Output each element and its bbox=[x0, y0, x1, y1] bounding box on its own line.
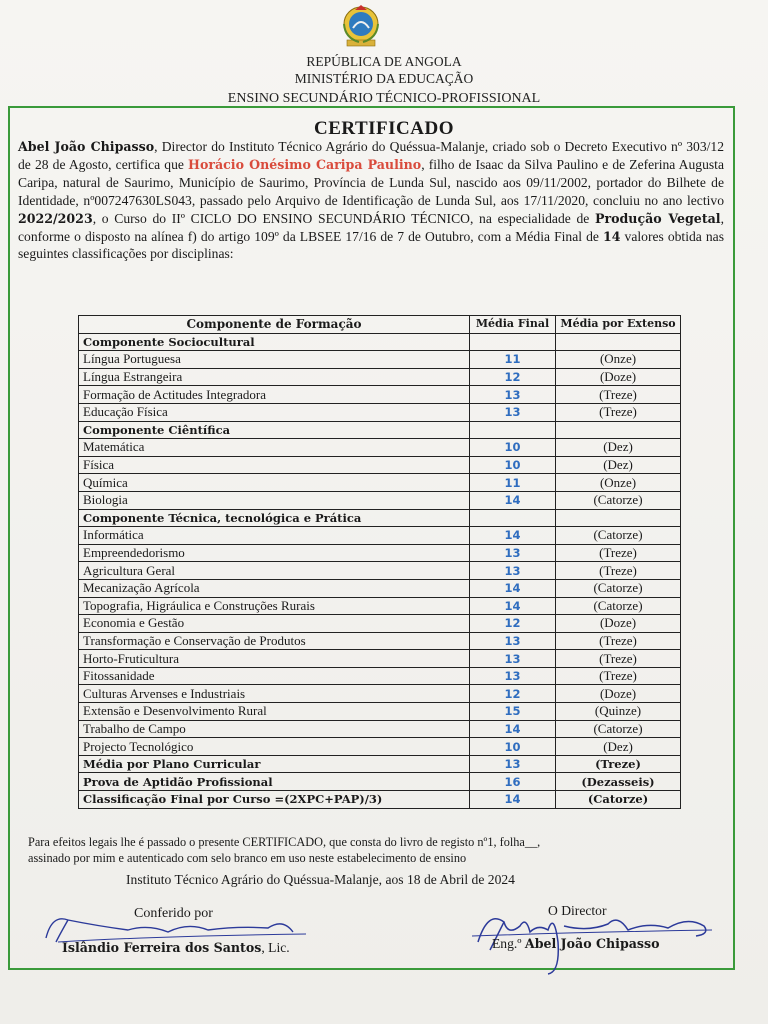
student-name: Horácio Onésimo Caripa Paulino bbox=[188, 156, 422, 172]
grade-words-cell: (Catorze) bbox=[556, 579, 681, 597]
table-row bbox=[79, 368, 681, 386]
table-row bbox=[79, 351, 681, 369]
summary-label: Prova de Aptidão Profissional bbox=[79, 773, 470, 791]
grade-words-cell: (Doze) bbox=[556, 685, 681, 703]
closing-line-1: Para efeitos legais lhe é passado o presente CERTIFICADO, que consta do livro de registo nº1, folha__, bbox=[28, 835, 541, 849]
table-header-row bbox=[79, 316, 681, 334]
certificate-body bbox=[18, 138, 724, 263]
grade-words-cell: (Treze) bbox=[556, 650, 681, 668]
subject-cell: Fitossanidade bbox=[79, 667, 470, 685]
grade-cell: 10 bbox=[470, 439, 556, 457]
grade-words-cell: (Doze) bbox=[556, 615, 681, 633]
grade-cell: 12 bbox=[470, 615, 556, 633]
subject-cell: Projecto Tecnológico bbox=[79, 738, 470, 756]
subject-cell: Empreendedorismo bbox=[79, 544, 470, 562]
ministry-heading: MINISTÉRIO DA EDUCAÇÃO bbox=[294, 71, 474, 86]
grade-cell: 14 bbox=[470, 527, 556, 545]
table-row bbox=[79, 650, 681, 668]
grade-cell: 13 bbox=[470, 650, 556, 668]
subject-cell: Trabalho de Campo bbox=[79, 720, 470, 738]
grade-words-cell: (Treze) bbox=[556, 667, 681, 685]
final-average: 14 bbox=[602, 228, 621, 244]
subject-cell: Matemática bbox=[79, 439, 470, 457]
table-row bbox=[79, 720, 681, 738]
grade-cell: 13 bbox=[470, 544, 556, 562]
grade-cell: 13 bbox=[470, 562, 556, 580]
subject-cell: Extensão e Desenvolvimento Rural bbox=[79, 703, 470, 721]
grade-words-cell: (Catorze) bbox=[556, 527, 681, 545]
body-text-3: , o Curso do IIº CICLO DO ENSINO SECUNDÁRIO TÉCNICO, na especialidade de bbox=[92, 210, 595, 226]
summary-grade-words: (Catorze) bbox=[556, 791, 681, 809]
subject-cell: Transformação e Conservação de Produtos bbox=[79, 632, 470, 650]
sector-heading: ENSINO SECUNDÁRIO TÉCNICO-PROFISSIONAL bbox=[227, 91, 541, 106]
summary-grade: 13 bbox=[470, 755, 556, 773]
table-row bbox=[79, 544, 681, 562]
section-row bbox=[79, 333, 681, 351]
section-empty-cell bbox=[470, 509, 556, 527]
grade-cell: 14 bbox=[470, 720, 556, 738]
grade-words-cell: (Treze) bbox=[556, 403, 681, 421]
closing-line-2: assinado por mim e autenticado com selo branco em uso neste estabelecimento de ensino bbox=[28, 851, 467, 865]
grade-words-cell: (Dez) bbox=[556, 456, 681, 474]
grade-words-cell: (Treze) bbox=[556, 632, 681, 650]
closing-statement bbox=[28, 834, 728, 866]
table-row bbox=[79, 456, 681, 474]
table-row bbox=[79, 615, 681, 633]
subject-cell: Mecanização Agrícola bbox=[79, 579, 470, 597]
subject-cell: Química bbox=[79, 474, 470, 492]
table-row bbox=[79, 439, 681, 457]
subject-cell: Agricultura Geral bbox=[79, 562, 470, 580]
grades-table-body bbox=[79, 333, 681, 808]
header-final-grade: Média Final bbox=[470, 316, 556, 334]
section-row bbox=[79, 509, 681, 527]
academic-year: 2022/2023 bbox=[18, 210, 93, 226]
section-empty-cell bbox=[556, 333, 681, 351]
table-row bbox=[79, 403, 681, 421]
header-grade-words: Média por Extenso bbox=[556, 316, 681, 334]
grade-cell: 13 bbox=[470, 632, 556, 650]
table-row bbox=[79, 597, 681, 615]
grade-words-cell: (Treze) bbox=[556, 386, 681, 404]
place-and-date: Instituto Técnico Agrário do Quéssua-Malanje, aos 18 de Abril de 2024 bbox=[126, 872, 515, 887]
grade-cell: 15 bbox=[470, 703, 556, 721]
section-title: Componente Técnica, tecnológica e Prática bbox=[79, 509, 470, 527]
angola-coat-of-arms-emblem bbox=[333, 2, 389, 52]
grade-words-cell: (Onze) bbox=[556, 351, 681, 369]
grade-words-cell: (Catorze) bbox=[556, 720, 681, 738]
summary-row bbox=[79, 773, 681, 791]
subject-cell: Língua Estrangeira bbox=[79, 368, 470, 386]
director-name: Abel João Chipasso bbox=[18, 139, 155, 154]
table-row bbox=[79, 738, 681, 756]
table-row bbox=[79, 632, 681, 650]
subject-cell: Culturas Arvenses e Industriais bbox=[79, 685, 470, 703]
grade-words-cell: (Treze) bbox=[556, 544, 681, 562]
section-empty-cell bbox=[470, 333, 556, 351]
table-row bbox=[79, 685, 681, 703]
grade-cell: 12 bbox=[470, 685, 556, 703]
summary-label: Média por Plano Curricular bbox=[79, 755, 470, 773]
table-row bbox=[79, 667, 681, 685]
subject-cell: Topografia, Higráulica e Construções Rurais bbox=[79, 597, 470, 615]
section-empty-cell bbox=[556, 421, 681, 439]
section-row bbox=[79, 421, 681, 439]
specialty: Produção Vegetal bbox=[595, 210, 721, 226]
grade-cell: 13 bbox=[470, 403, 556, 421]
subject-cell: Física bbox=[79, 456, 470, 474]
section-title: Componente Ciêntífica bbox=[79, 421, 470, 439]
summary-row bbox=[79, 791, 681, 809]
subject-cell: Informática bbox=[79, 527, 470, 545]
grade-cell: 10 bbox=[470, 456, 556, 474]
header-component: Componente de Formação bbox=[79, 316, 470, 334]
table-row bbox=[79, 579, 681, 597]
grade-words-cell: (Dez) bbox=[556, 439, 681, 457]
grades-table bbox=[78, 315, 681, 809]
grade-cell: 11 bbox=[470, 351, 556, 369]
grade-cell: 10 bbox=[470, 738, 556, 756]
grade-cell: 14 bbox=[470, 491, 556, 509]
body-text-5: valores obtida nas seguintes classificações por disciplinas: bbox=[18, 228, 724, 262]
subject-cell: Biologia bbox=[79, 491, 470, 509]
conferido-label: Conferido por bbox=[134, 906, 213, 921]
country-heading: REPÚBLICA DE ANGOLA bbox=[306, 54, 462, 69]
table-row bbox=[79, 474, 681, 492]
conferido-suffix: , Lic. bbox=[261, 940, 290, 955]
table-row bbox=[79, 491, 681, 509]
grade-cell: 14 bbox=[470, 597, 556, 615]
conferido-signer bbox=[62, 940, 290, 956]
grade-cell: 13 bbox=[470, 667, 556, 685]
certificate-title: CERTIFICADO bbox=[314, 118, 454, 139]
grade-cell: 13 bbox=[470, 386, 556, 404]
director-signature-name: Abel João Chipasso bbox=[524, 936, 660, 951]
subject-cell: Língua Portuguesa bbox=[79, 351, 470, 369]
summary-grade-words: (Treze) bbox=[556, 755, 681, 773]
table-row bbox=[79, 703, 681, 721]
summary-label: Classificação Final por Curso =(2XPC+PAP)/3) bbox=[79, 791, 470, 809]
subject-cell: Educação Física bbox=[79, 403, 470, 421]
grade-words-cell: (Onze) bbox=[556, 474, 681, 492]
summary-grade: 16 bbox=[470, 773, 556, 791]
summary-grade: 14 bbox=[470, 791, 556, 809]
grade-words-cell: (Catorze) bbox=[556, 597, 681, 615]
table-row bbox=[79, 386, 681, 404]
grade-words-cell: (Doze) bbox=[556, 368, 681, 386]
subject-cell: Formação de Actitudes Integradora bbox=[79, 386, 470, 404]
grade-cell: 11 bbox=[470, 474, 556, 492]
table-row bbox=[79, 562, 681, 580]
grade-words-cell: (Catorze) bbox=[556, 491, 681, 509]
summary-grade-words: (Dezasseis) bbox=[556, 773, 681, 791]
conferido-name: Islândio Ferreira dos Santos bbox=[62, 940, 262, 955]
director-title: Eng.º bbox=[492, 936, 525, 951]
summary-row bbox=[79, 755, 681, 773]
section-empty-cell bbox=[470, 421, 556, 439]
grade-words-cell: (Treze) bbox=[556, 562, 681, 580]
body-text-2: , filho de Isaac da Silva Paulino e de Zeferina Augusta Caripa, natural de Saurimo, Município de Saurimo, Província de Lunda Sul, nascido aos 09/11/2002, portador do Bilhete de Identidade, nº007247630LS043, passado pelo Arquivo de Identificação de Lunda Sul, aos 17/11/2020, concluiu no ano lectivo bbox=[18, 156, 724, 208]
section-title: Componente Sociocultural bbox=[79, 333, 470, 351]
subject-cell: Horto-Fruticultura bbox=[79, 650, 470, 668]
body-text-1: , Director do Instituto Técnico Agrário do Quéssua-Malanje, criado sob o Decreto Executivo nº 303/12 de 28 de Agosto, certifica que bbox=[18, 139, 724, 172]
grade-cell: 14 bbox=[470, 579, 556, 597]
director-signer bbox=[492, 936, 660, 952]
director-label: O Director bbox=[548, 903, 607, 918]
table-row bbox=[79, 527, 681, 545]
body-text-4: , conforme o disposto na alínea f) do artigo 109º da LBSEE 17/16 de 7 de Outubro, com a Média Final de bbox=[18, 210, 724, 244]
grade-words-cell: (Dez) bbox=[556, 738, 681, 756]
subject-cell: Economia e Gestão bbox=[79, 615, 470, 633]
section-empty-cell bbox=[556, 509, 681, 527]
grade-cell: 12 bbox=[470, 368, 556, 386]
grade-words-cell: (Quinze) bbox=[556, 703, 681, 721]
